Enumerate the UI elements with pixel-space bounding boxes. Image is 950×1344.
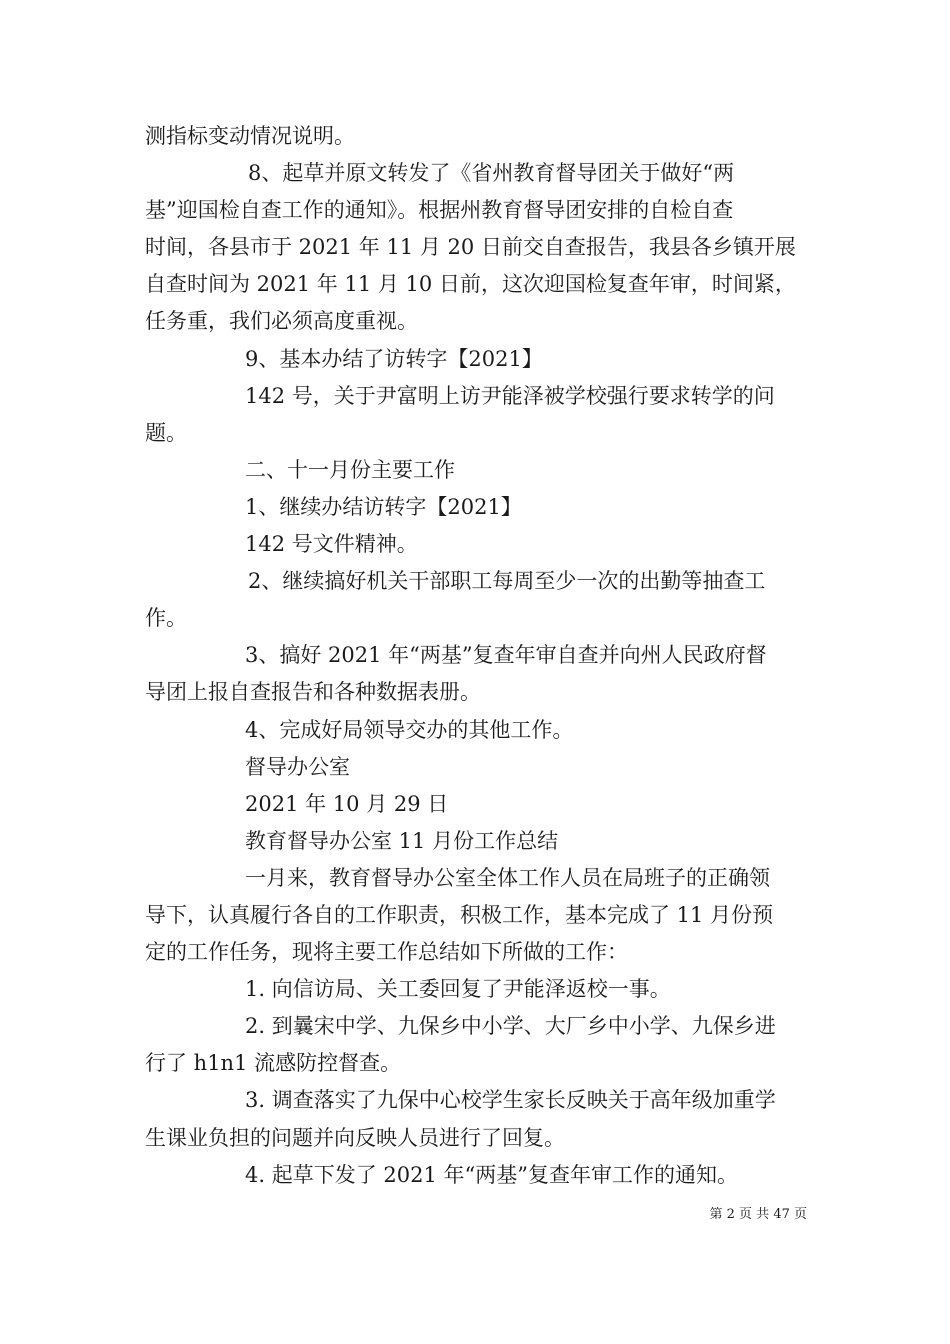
- text-line: 2、继续搞好机关干部职工每周至少一次的出勤等抽查工: [248, 569, 766, 594]
- text-line: 定的工作任务，现将主要工作总结如下所做的工作：: [145, 940, 628, 965]
- text-line: 3. 调查落实了九保中心校学生家长反映关于高年级加重学: [245, 1088, 776, 1113]
- text-line: 行了 h1n1 流感防控督查。: [145, 1051, 402, 1076]
- text-line: 基”迎国检自查工作的通知》。根据州教育督导团安排的自检自查: [145, 198, 734, 223]
- text-line: 生课业负担的问题并向反映人员进行了回复。: [145, 1125, 565, 1150]
- text-line: 题。: [145, 420, 187, 445]
- text-line: 任务重，我们必须高度重视。: [145, 309, 418, 334]
- signature-date: 2021 年 10 月 29 日: [245, 791, 449, 816]
- section-heading: 二、十一月份主要工作: [245, 457, 455, 482]
- text-line: 一月来，教育督导办公室全体工作人员在局班子的正确领: [245, 865, 770, 890]
- document-title: 教育督导办公室 11 月份工作总结: [245, 828, 559, 853]
- text-line: 1. 向信访局、关工委回复了尹能泽返校一事。: [245, 977, 671, 1002]
- page-number: 第 2 页 共 47 页: [709, 1207, 807, 1222]
- text-line: 导团上报自查报告和各种数据表册。: [145, 680, 481, 705]
- text-line: 导下，认真履行各自的工作职责，积极工作，基本完成了 11 月份预: [145, 902, 774, 927]
- text-line: 142 号文件精神。: [245, 532, 418, 557]
- text-line: 测指标变动情况说明。: [145, 124, 355, 148]
- signature-office: 督导办公室: [245, 754, 350, 779]
- text-line: 4. 起草下发了 2021 年“两基”复查年审工作的通知。: [245, 1162, 738, 1187]
- text-line: 自查时间为 2021 年 11 月 10 日前，这次迎国检复查年审，时间紧，: [145, 272, 796, 297]
- text-line: 1、继续办结访转字【2021】: [245, 494, 522, 519]
- text-line: 4、完成好局领导交办的其他工作。: [245, 717, 574, 742]
- document-body: [145, 118, 807, 1194]
- text-line: 3、搞好 2021 年“两基”复查年审自查并向州人民政府督: [245, 643, 767, 668]
- text-line: 8、起草并原文转发了《省州教育督导团关于做好“两: [248, 161, 735, 186]
- text-line: 9、基本办结了访转字【2021】: [245, 346, 543, 371]
- text-line: 2. 到曩宋中学、九保乡中小学、大厂乡中小学、九保乡进: [245, 1014, 776, 1039]
- text-line: 时间，各县市于 2021 年 11 月 20 日前交自查报告，我县各乡镇开展: [145, 235, 796, 260]
- text-line: 142 号，关于尹富明上访尹能泽被学校强行要求转学的问: [245, 383, 775, 408]
- text-line: 作。: [145, 606, 187, 631]
